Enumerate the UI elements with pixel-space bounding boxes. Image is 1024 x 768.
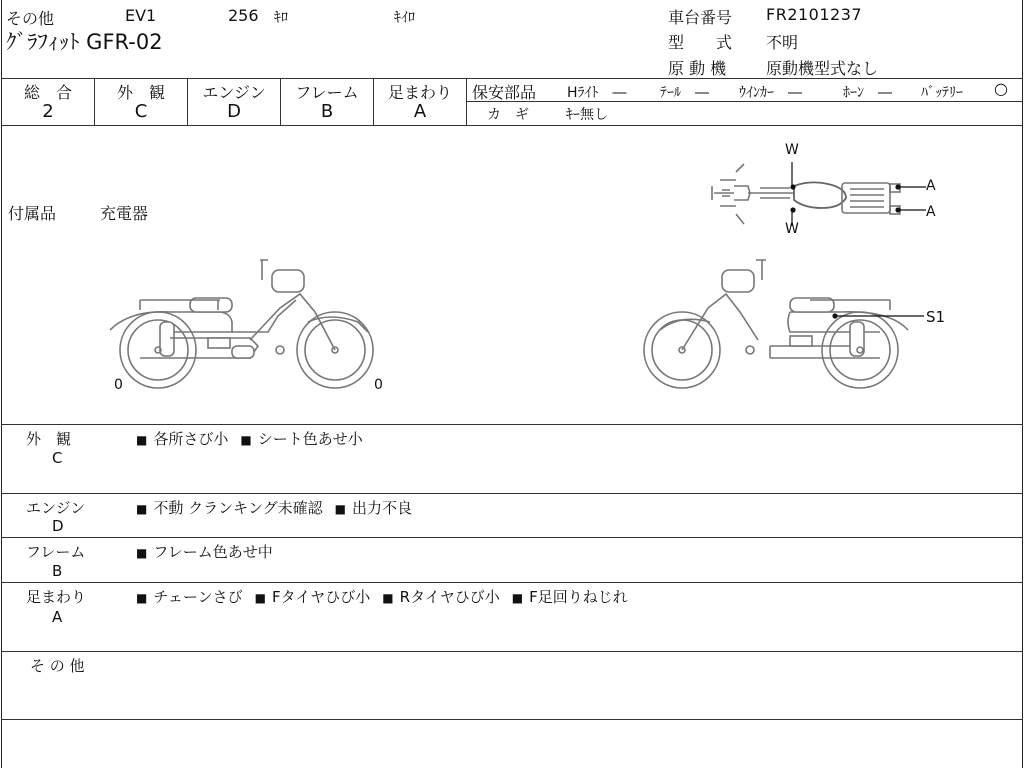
key-label: カ ギ [487,107,529,123]
remark-other-label: そ の 他 [30,657,85,675]
divider [1,719,1023,720]
bullet-icon: ■ [136,502,148,516]
divider [1,78,1023,79]
safety-taillight: ﾃｰﾙ ― [660,85,709,101]
divider [1,537,1023,538]
remark-exterior-grade: C [52,449,63,467]
remark-exterior-notes [136,428,375,449]
grade-suspension-label: 足まわり [387,83,452,102]
remark-item: 各所さび小 [153,430,229,448]
grade-frame-value: B [320,101,334,122]
safety-battery: ﾊﾞｯﾃﾘｰ [921,85,963,101]
safety-winker: ｳｲﾝｶｰ ― [739,85,802,101]
grade-overall-label: 総 合 [23,83,72,102]
accessories-value: 充電器 [100,204,149,223]
remark-item: 不動 クランキング未確認 [153,499,323,517]
type-label: 型 式 [668,33,733,52]
grade-overall-value: 2 [42,101,54,122]
remark-suspension-notes [136,586,640,607]
remark-item: チェーンさび [153,588,243,606]
divider [466,78,467,126]
safety-headlight: Hﾗｲﾄ ― [567,85,627,101]
remark-item: Rタイヤひび小 [399,588,500,606]
safety-parts-label: 保安部品 [472,83,537,102]
mark-s1: S1 [926,308,946,326]
bullet-icon: ■ [254,591,266,605]
grade-frame-label: フレーム [295,83,359,102]
mark-left-front-wheel: 0 [374,377,383,393]
bike-right-side-diagram [640,250,940,390]
remark-engine-grade: D [52,517,64,535]
remark-suspension-grade: A [52,608,63,626]
divider [1,493,1023,494]
bullet-icon: ■ [136,591,148,605]
model-name: ｸﾞﾗﾌｨｯﾄ GFR-02 [6,30,163,54]
remark-frame-label: フレーム [26,543,86,561]
bullet-icon: ■ [511,591,524,605]
mark-a-lower: A [926,204,936,220]
mileage-value: 256 [228,6,259,25]
chassis-label: 車台番号 [668,8,733,27]
grade-engine-value: D [227,101,241,122]
remark-frame-notes [136,541,285,562]
category-label: その他 [6,9,55,28]
battery-status-mark: ○ [994,79,1008,98]
mark-a-upper: A [926,178,936,194]
engine-model-value: 原動機型式なし [766,59,879,78]
type-value: 不明 [766,33,799,52]
remark-item: 出力不良 [352,499,413,517]
safety-horn: ﾎｰﾝ ― [843,85,892,101]
remark-item: シート色あせ小 [257,430,363,448]
divider [1,424,1023,425]
bike-top-view-diagram [700,150,940,240]
divider [1,651,1023,652]
grade-suspension-value: A [413,101,427,122]
lane-label: EV1 [125,6,157,25]
remark-item: フレーム色あせ中 [153,543,273,561]
remark-item: F足回りねじれ [529,588,628,606]
grade-engine-label: エンジン [202,83,266,102]
bullet-icon: ■ [382,591,394,605]
mark-w-bottom: W [785,221,799,237]
engine-label: 原 動 機 [668,59,727,78]
grade-exterior-value: C [134,101,148,122]
remark-engine-label: エンジン [26,499,86,517]
remark-exterior-label: 外 観 [26,430,72,448]
bike-left-side-diagram [100,250,390,390]
remark-frame-grade: B [52,562,63,580]
remark-item: Fタイヤひび小 [271,588,371,606]
bullet-icon: ■ [136,546,148,560]
bullet-icon: ■ [240,433,252,447]
grade-exterior-label: 外 観 [116,83,165,102]
mark-left-rear-wheel: 0 [114,377,123,393]
mark-w-top: W [785,142,799,158]
key-value: ｷｰ無し [566,107,608,123]
mileage-unit: ｷﾛ [274,10,288,26]
accessories-label: 付属品 [8,204,57,223]
mileage-flag: ｷｲﾛ [394,10,415,26]
remark-engine-notes [136,497,424,518]
divider [1,125,1023,126]
chassis-number: FR2101237 [766,5,863,24]
bullet-icon: ■ [136,433,148,447]
remark-suspension-label: 足まわり [26,588,87,606]
bullet-icon: ■ [334,502,347,516]
divider [1,582,1023,583]
